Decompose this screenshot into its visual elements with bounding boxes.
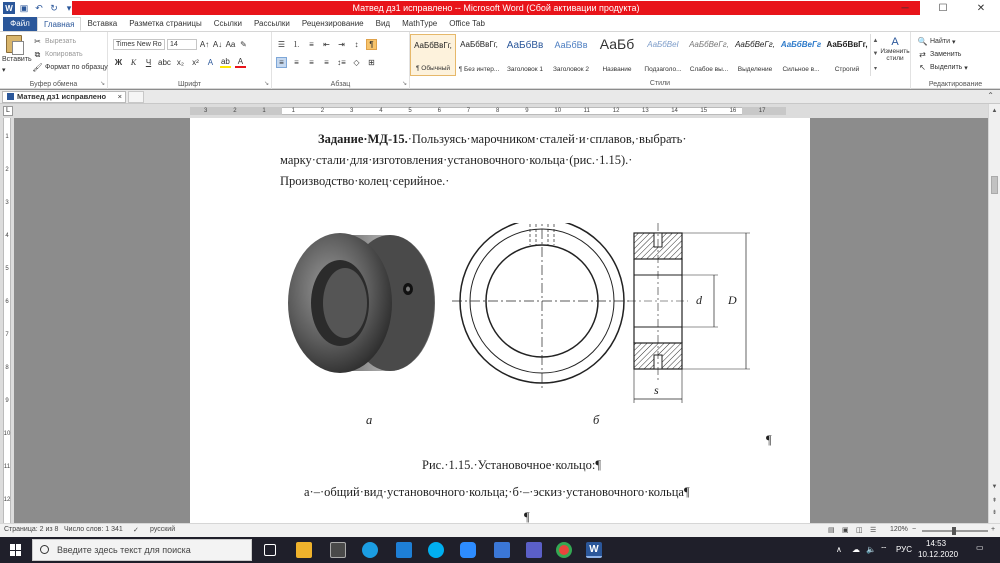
quick-access-toolbar: [0, 0, 75, 16]
word-taskbar-icon[interactable]: W: [586, 542, 602, 558]
zoom-app-icon[interactable]: [460, 542, 476, 558]
ruler-number: 5: [408, 108, 412, 114]
tab-review[interactable]: Рецензирование: [301, 19, 364, 28]
ribbon-collapse-icon[interactable]: ⌃: [987, 91, 994, 100]
vruler-number: 11: [3, 464, 11, 470]
vruler-number: 3: [5, 200, 9, 206]
change-styles-icon: A: [891, 35, 899, 48]
font-color-icon[interactable]: A: [235, 57, 246, 68]
full-screen-icon[interactable]: ▣: [842, 527, 849, 534]
select-button[interactable]: ↖ Выделить ▾: [917, 62, 968, 73]
word-count[interactable]: Число слов: 1 341: [64, 526, 123, 533]
align-left-icon[interactable]: ≡: [276, 57, 287, 68]
scroll-up-icon[interactable]: ▲: [991, 108, 998, 114]
style-emphasis[interactable]: АаБбВеГг, Выделение: [735, 40, 775, 73]
vertical-scrollbar[interactable]: [988, 104, 1000, 523]
change-case-icon[interactable]: Aa: [225, 40, 236, 49]
status-bar: [0, 523, 1000, 537]
ruler-number: 14: [671, 108, 678, 114]
scroll-down-icon[interactable]: ▼: [991, 484, 998, 490]
word-app-icon[interactable]: W: [3, 2, 15, 14]
dim-label-d: d: [696, 293, 702, 307]
ruler-number: 8: [496, 108, 500, 114]
chrome-icon[interactable]: [556, 542, 572, 558]
dialog-launcher-icon[interactable]: ↘: [401, 81, 407, 87]
vruler-number: 5: [5, 266, 9, 272]
figure-caption-2: а·–·общий·вид·установочного·кольца;·б·–·эскиз·установочного·кольца¶: [304, 485, 690, 499]
window-title: Матвед дз1 исправлено -- Microsoft Word (Сбой активации продукта): [72, 1, 920, 15]
zoom-out-icon[interactable]: −: [912, 526, 917, 533]
web-layout-icon[interactable]: ◫: [856, 527, 863, 534]
style-title[interactable]: АаБб Название: [599, 36, 635, 73]
cut-button[interactable]: ✂ Вырезать: [32, 36, 76, 47]
clipboard-group: [0, 32, 108, 89]
multilevel-list-icon[interactable]: ≡: [309, 40, 314, 49]
font-size-combo[interactable]: 14: [167, 39, 197, 50]
format-painter-button[interactable]: 🖌 Формат по образцу: [32, 63, 108, 72]
align-right-icon[interactable]: ≡: [309, 58, 314, 67]
vruler-number: 8: [5, 365, 9, 371]
ruler-number: 12: [612, 108, 620, 114]
ruler-number: 16: [729, 108, 737, 114]
paste-dropdown-icon[interactable]: ▾: [2, 67, 6, 74]
calendar-icon[interactable]: [494, 542, 510, 558]
task-view-icon[interactable]: [264, 544, 276, 556]
dim-label-s: s: [654, 383, 659, 397]
print-layout-icon[interactable]: ▤: [828, 527, 835, 534]
shrink-font-icon[interactable]: A↓: [212, 40, 223, 49]
document-page[interactable]: [190, 118, 810, 523]
tab-view[interactable]: Вид: [375, 19, 391, 28]
vruler-number: 6: [5, 299, 9, 305]
maximize-icon[interactable]: ☐: [938, 2, 948, 14]
line-spacing-icon[interactable]: ↕≡: [337, 58, 346, 67]
spellcheck-icon[interactable]: ✓: [133, 527, 139, 534]
copy-icon: ⧉: [34, 49, 41, 59]
zoom-level[interactable]: 120%: [890, 526, 908, 533]
ruler-number: 10: [554, 108, 562, 114]
customize-qat-icon[interactable]: ▾: [66, 2, 72, 13]
task-line-1: Задание·МД-15.·Пользуясь·марочником·сталей·и·сплавов,·выбрать·: [318, 132, 687, 146]
prev-page-icon[interactable]: ⇞: [991, 498, 998, 504]
ruler-number: 17: [758, 108, 766, 114]
ribbon-tabs: [0, 16, 1000, 32]
scissors-icon: ✂: [34, 37, 41, 46]
close-tab-icon[interactable]: ×: [117, 92, 122, 101]
sort-icon[interactable]: ↕: [354, 40, 359, 49]
ruler-number: 7: [466, 108, 471, 114]
word-doc-icon: [7, 93, 14, 100]
brush-icon: 🖌: [32, 63, 43, 72]
ribbon: [0, 32, 1000, 89]
ruler-number: 3: [204, 108, 208, 114]
numbering-icon[interactable]: ⒈: [292, 40, 301, 49]
close-icon[interactable]: ✕: [976, 2, 986, 14]
notifications-icon[interactable]: ▭: [976, 543, 984, 552]
vruler-number: 12: [3, 497, 11, 503]
change-styles-button[interactable]: A Изменить стили: [880, 35, 910, 62]
ruler-number: 4: [379, 108, 383, 114]
clear-format-icon[interactable]: ✎: [240, 40, 247, 49]
next-page-icon[interactable]: ⇟: [991, 510, 998, 516]
vruler-number: 2: [5, 167, 9, 173]
find-button[interactable]: 🔍 Найти ▾: [917, 37, 956, 46]
page-count[interactable]: Страница: 2 из 8: [4, 526, 59, 533]
decrease-indent-icon[interactable]: ⇤: [323, 40, 330, 49]
tab-file[interactable]: Файл: [3, 17, 37, 31]
ring-photo: [288, 233, 435, 373]
style-normal[interactable]: АаБбВвГг, ¶ Обычный: [410, 34, 456, 76]
replace-icon: ⇄: [919, 50, 926, 59]
cursor-icon: ↖: [919, 63, 926, 72]
network-icon[interactable]: ☁: [852, 545, 860, 554]
text-effects-icon[interactable]: A: [207, 58, 214, 67]
chevron-up-icon[interactable]: ▲: [872, 37, 879, 44]
tab-mailings[interactable]: Рассылки: [253, 19, 290, 28]
ruler-number: 13: [642, 108, 649, 114]
draft-icon[interactable]: ☰: [870, 527, 877, 534]
ruler-number: 3: [350, 108, 354, 114]
vruler-number: 1: [5, 134, 9, 140]
clock-date[interactable]: 10.12.2020: [918, 550, 959, 559]
ruler-number: 1: [291, 108, 295, 114]
teams-icon[interactable]: [526, 542, 542, 558]
tab-office-tab[interactable]: Office Tab: [449, 19, 485, 28]
edge-icon[interactable]: [362, 542, 378, 558]
tab-page-layout[interactable]: Разметка страницы: [129, 19, 202, 28]
style-strong[interactable]: АаБбВвГг, Строгий: [826, 40, 868, 73]
ruler-number: 15: [700, 108, 708, 114]
clock-time[interactable]: 14:53: [926, 539, 947, 548]
paragraph-group-label: Абзац: [330, 81, 351, 88]
pilcrow-mark: ¶: [524, 510, 530, 523]
windows-start-icon[interactable]: [10, 544, 22, 556]
ruler-number: 2: [320, 108, 325, 114]
styles-gallery: [410, 34, 870, 76]
tab-selector[interactable]: L: [3, 106, 13, 116]
superscript-icon[interactable]: x²: [192, 58, 199, 67]
redo-icon[interactable]: ↻: [50, 2, 58, 13]
replace-button[interactable]: ⇄ Заменить: [917, 49, 961, 60]
paste-button[interactable]: Вставить: [2, 56, 32, 63]
undo-icon[interactable]: ↶: [35, 2, 43, 13]
keyboard-language[interactable]: РУС: [896, 545, 913, 554]
task-line-3: Производство·колец·серийное.·: [280, 174, 450, 188]
styles-group-label: Стили: [649, 80, 671, 87]
figure-caption: Рис.·1.15.·Установочное·кольцо:¶: [422, 458, 602, 472]
font-name-combo[interactable]: Times New Ro: [113, 39, 165, 50]
title-bar: [0, 0, 1000, 16]
style-subtle-emphasis[interactable]: АаБбВеГг, Слабое вы...: [689, 40, 729, 73]
mail-icon[interactable]: [396, 542, 412, 558]
horizontal-ruler[interactable]: [0, 104, 1000, 118]
paragraph-group: [272, 32, 410, 89]
style-heading-2[interactable]: АаБбВв Заголовок 2: [553, 40, 589, 73]
shading-icon[interactable]: ◇: [353, 58, 360, 67]
system-tray: [800, 537, 1000, 563]
ruler-number: 1: [262, 108, 266, 114]
justify-icon[interactable]: ≡: [324, 58, 329, 67]
file-explorer-icon[interactable]: [296, 542, 312, 558]
document-area: [14, 118, 988, 523]
wifi-icon[interactable]: ⌔: [880, 545, 888, 554]
highlight-icon[interactable]: ab: [220, 57, 230, 66]
vruler-number: 4: [5, 233, 9, 239]
paste-icon[interactable]: [6, 35, 22, 53]
language-indicator[interactable]: русский: [150, 526, 176, 533]
store-icon[interactable]: [330, 542, 346, 558]
italic-icon[interactable]: К: [130, 58, 137, 67]
volume-icon[interactable]: 🔈: [866, 545, 876, 554]
style-no-spacing[interactable]: АаБбВвГг, ¶ Без интер...: [458, 40, 500, 73]
task-title: Задание·МД-15.: [318, 132, 408, 146]
tab-insert[interactable]: Вставка: [87, 19, 118, 28]
font-group: [108, 32, 272, 89]
strikethrough-icon[interactable]: abc: [158, 58, 171, 67]
zoom-slider[interactable]: [922, 530, 988, 532]
tray-expand-icon[interactable]: ∧: [836, 545, 842, 554]
figure-label-a: а: [366, 413, 373, 427]
styles-scroll[interactable]: [870, 34, 880, 76]
grow-font-icon[interactable]: A↑: [199, 40, 210, 49]
tab-references[interactable]: Ссылки: [213, 19, 242, 28]
style-heading-1[interactable]: АаБбВв Заголовок 1: [506, 40, 544, 73]
ruler-number: 11: [583, 108, 590, 114]
scroll-thumb[interactable]: [991, 176, 998, 194]
vruler-number: 9: [5, 398, 9, 404]
save-icon[interactable]: ▣: [19, 2, 29, 13]
pilcrow-mark: ¶: [766, 433, 772, 447]
more-icon[interactable]: ▾: [873, 66, 877, 73]
editing-group: [910, 32, 1000, 89]
bullets-icon[interactable]: ☰: [277, 40, 286, 49]
search-icon: [40, 545, 49, 554]
tab-home[interactable]: Главная: [37, 17, 81, 31]
ruler-number: 2: [233, 108, 237, 114]
skype-icon[interactable]: [428, 542, 444, 558]
binoculars-icon: 🔍: [917, 37, 928, 46]
align-center-icon[interactable]: ≡: [294, 58, 299, 67]
dim-label-D: D: [728, 293, 737, 307]
editing-group-label: Редактирование: [928, 81, 983, 88]
front-view-drawing: [452, 223, 632, 391]
figure: [190, 223, 810, 423]
zoom-in-icon[interactable]: +: [991, 526, 996, 533]
task-line-2: марку·стали·для·изготовления·установочного·кольца·(рис.·1.15).·: [280, 153, 633, 167]
ruler-number: 6: [437, 108, 441, 114]
show-marks-icon[interactable]: ¶: [366, 39, 377, 50]
vertical-ruler[interactable]: [0, 118, 14, 523]
style-subtitle[interactable]: АаБбВеI Подзаголо...: [644, 40, 682, 73]
minimize-icon[interactable]: ─: [901, 2, 909, 14]
bold-icon[interactable]: Ж: [114, 58, 123, 67]
dialog-launcher-icon[interactable]: ↘: [263, 81, 269, 87]
document-tab[interactable]: Матвед дз1 исправлено ×: [2, 91, 126, 103]
vruler-number: 7: [5, 332, 9, 338]
clipboard-group-label: Буфер обмена: [29, 81, 78, 88]
font-group-label: Шрифт: [177, 81, 202, 88]
taskbar-search-input[interactable]: Введите здесь текст для поиска: [32, 539, 252, 561]
increase-indent-icon[interactable]: ⇥: [338, 40, 345, 49]
copy-button[interactable]: ⧉ Копировать: [32, 49, 83, 60]
subscript-icon[interactable]: x₂: [176, 58, 184, 67]
ruler-number: 9: [525, 108, 529, 114]
vruler-number: 10: [3, 431, 11, 437]
chevron-down-icon[interactable]: ▼: [872, 51, 879, 58]
new-tab-button[interactable]: [128, 91, 144, 103]
style-intense-emphasis[interactable]: АаБбВеГг Сильное в...: [780, 40, 822, 73]
underline-icon[interactable]: Ч: [145, 58, 152, 67]
borders-icon[interactable]: ⊞: [368, 58, 375, 67]
taskbar: [0, 537, 1000, 563]
document-tab-bar: [0, 90, 1000, 104]
dialog-launcher-icon[interactable]: ↘: [99, 81, 105, 87]
section-view-drawing: [628, 223, 750, 403]
figure-label-b: б: [593, 413, 600, 427]
window-controls: [886, 0, 1000, 16]
tab-mathtype[interactable]: MathType: [402, 19, 438, 28]
